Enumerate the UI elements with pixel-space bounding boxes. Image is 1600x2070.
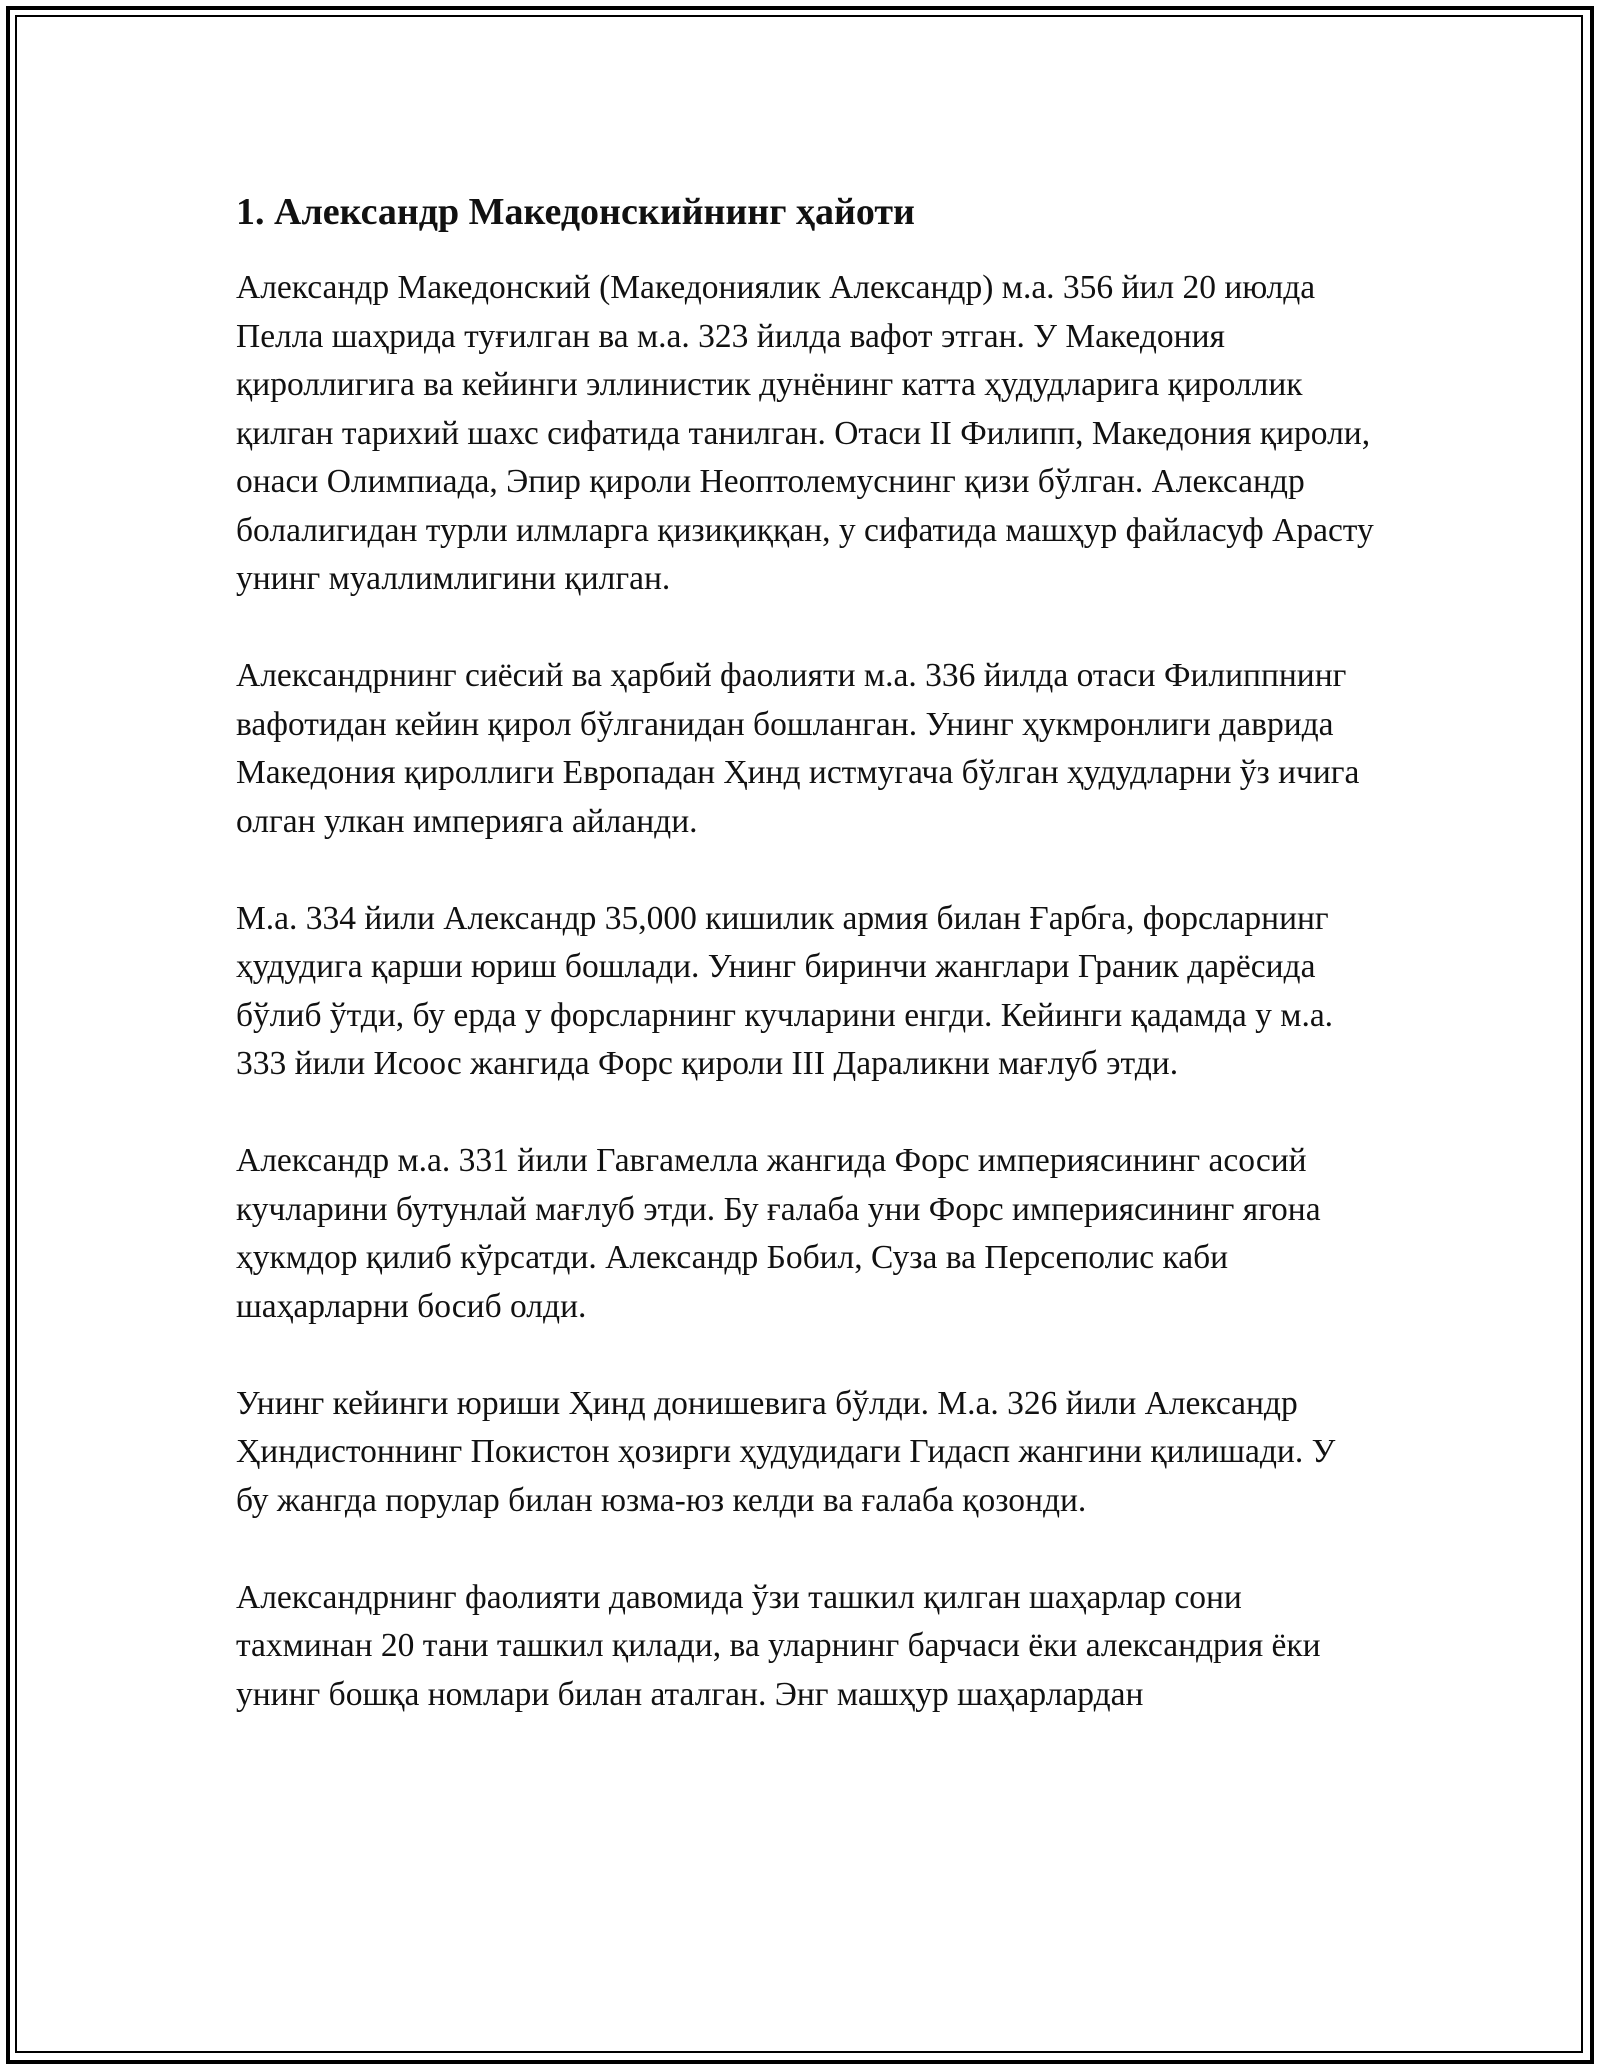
paragraph-birth-and-family: Александр Македонский (Македониялик Александр) м.а. 356 йил 20 июлда Пелла шаҳрида туғилган ва м.а. 323 йилда вафот этган. У Македония қироллигига ва кейинги эллинистик дунёнинг катта ҳудудларига қироллик қилган тарихий шахс сифатида танилган. Отаси II Филипп, Македония қироли, онаси Олимпиада, Эпир қироли Неоптолемуснинг қизи бўлган. Александр болалигидан турли илмларга қизиқиққан, у сифатида машҳур файласуф Арасту унинг муаллимлигини қилган. <box>236 269 1374 597</box>
section-heading: 1. Александр Македонскийнинг ҳайоти <box>236 191 915 233</box>
paragraph-gaugamela: Александр м.а. 331 йили Гавгамелла жангида Форс империясининг асосий кучларини бутунлай мағлуб этди. Бу ғалаба уни Форс империясининг ягона ҳукмдор қилиб кўрсатди. Александр Бобил, Суза ва Персеполис каби шаҳарларни босиб олди. <box>236 1142 1321 1325</box>
paragraph-political-career: Александрнинг сиёсий ва ҳарбий фаолияти м.а. 336 йилда отаси Филиппнинг вафотидан кейин қирол бўлганидан бошланган. Унинг ҳукмронлиги даврида Македония қироллиги Европадан Ҳинд истмугача бўлган ҳудудларни ўз ичига олган улкан империяга айланди. <box>236 657 1360 840</box>
document-body <box>236 188 1376 1768</box>
paragraph-founded-cities: Александрнинг фаолияти давомида ўзи ташкил қилган шаҳарлар сони тахминан 20 тани ташкил қилади, ва уларнинг барчаси ёки александрия ёки унинг бошқа номлари билан аталган. Энг машҳур шаҳарлардан <box>236 1578 1321 1713</box>
paragraph-india-campaign: Унинг кейинги юриши Ҳинд донишевига бўлди. М.а. 326 йили Александр Ҳиндистоннинг Покистон ҳозирги ҳудудидаги Гидасп жангини қилишади. У бу жангда порулар билан юзма-юз келди ва ғалаба қозонди. <box>236 1384 1336 1519</box>
paragraph-persian-campaign: М.а. 334 йили Александр 35,000 кишилик армия билан Ғарбга, форсларнинг ҳудудига қарши юриш бошлади. Унинг биринчи жанглари Граник дарёсида бўлиб ўтди, бу ерда у форсларнинг кучларини енгди. Кейинги қадамда у м.а. 333 йили Исоос жангида Форс қироли III Дараликни мағлуб этди. <box>236 899 1334 1082</box>
